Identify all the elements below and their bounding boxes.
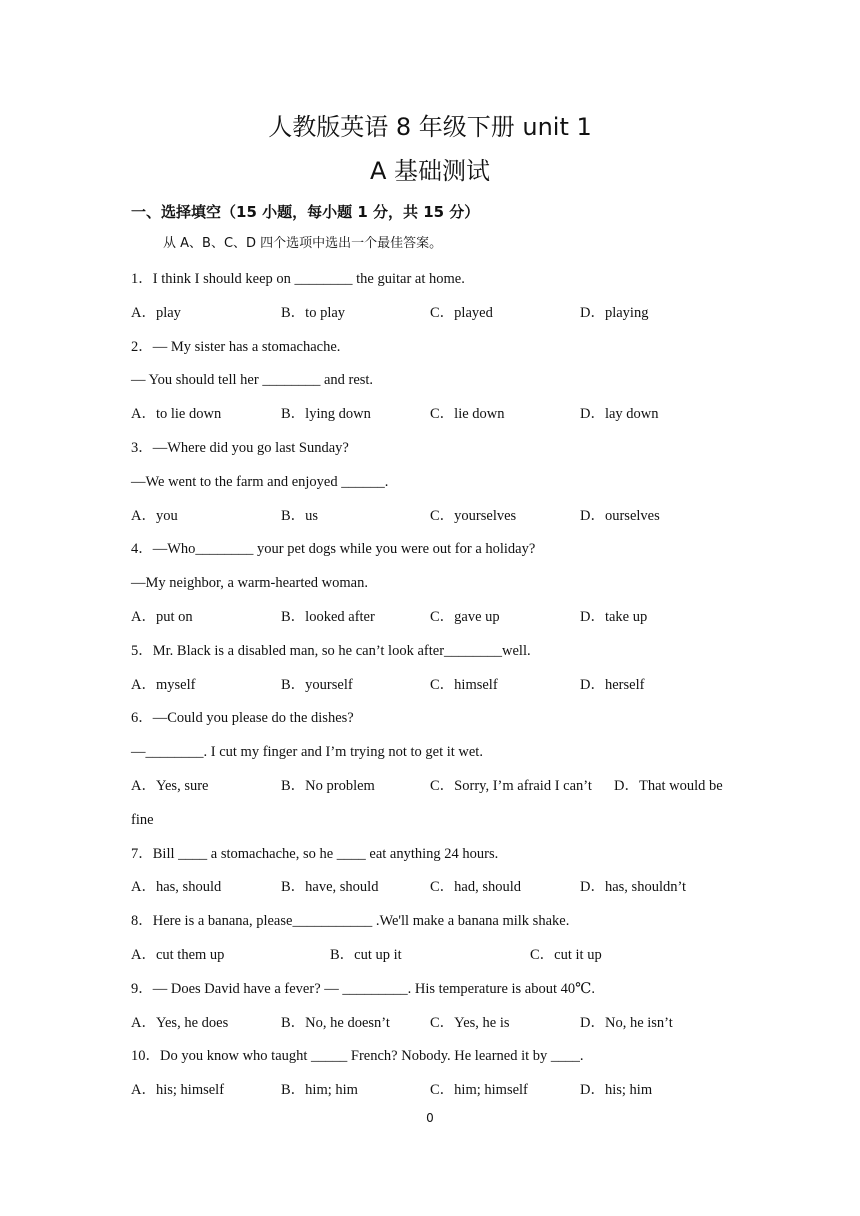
option-b: B．to play bbox=[281, 305, 346, 321]
question-5-stem: 5．Mr. Black is a disabled man, so he can’t look after________well. bbox=[131, 643, 531, 659]
option-b: B．cut up it bbox=[330, 947, 402, 963]
instruction: 从 A、B、C、D 四个选项中选出一个最佳答案。 bbox=[163, 236, 443, 251]
question-9-stem: 9．— Does David have a fever? — _________. His temperature is about 40℃. bbox=[131, 981, 595, 997]
option-d: D．take up bbox=[580, 609, 648, 625]
question-6-stem: 6．—Could you please do the dishes? bbox=[131, 710, 354, 726]
option-a: A．Yes, he does bbox=[131, 1015, 229, 1031]
option-d: D．That would be bbox=[614, 778, 723, 794]
question-10-stem: 10．Do you know who taught _____ French? Nobody. He learned it by ____. bbox=[131, 1048, 584, 1064]
option-a: A．Yes, sure bbox=[131, 778, 209, 794]
question-3-stem-2: —We went to the farm and enjoyed ______. bbox=[131, 474, 389, 490]
option-a: A．myself bbox=[131, 677, 196, 693]
question-1-stem: 1．I think I should keep on ________ the guitar at home. bbox=[131, 271, 465, 287]
option-a: A．cut them up bbox=[131, 947, 225, 963]
option-b: B．lying down bbox=[281, 406, 371, 422]
option-a: A．has, should bbox=[131, 879, 222, 895]
option-c: C．cut it up bbox=[530, 947, 602, 963]
question-6-stem-2: —________. I cut my finger and I’m trying not to get it wet. bbox=[131, 744, 483, 760]
option-a: A．play bbox=[131, 305, 181, 321]
option-b: B．us bbox=[281, 508, 319, 524]
option-c: C．yourselves bbox=[430, 508, 517, 524]
option-b: B．yourself bbox=[281, 677, 353, 693]
option-d: D．has, shouldn’t bbox=[580, 879, 687, 895]
option-d: D．herself bbox=[580, 677, 645, 693]
question-4-stem: 4．—Who________ your pet dogs while you were out for a holiday? bbox=[131, 541, 536, 557]
question-2-stem-2: — You should tell her ________ and rest. bbox=[131, 372, 374, 388]
option-c: C．lie down bbox=[430, 406, 505, 422]
option-b: B．No, he doesn’t bbox=[281, 1015, 390, 1031]
document-subtitle: A 基础测试 bbox=[369, 157, 491, 185]
option-c: C．Yes, he is bbox=[430, 1015, 510, 1031]
question-3-stem: 3．—Where did you go last Sunday? bbox=[131, 440, 349, 456]
option-c: C．had, should bbox=[430, 879, 522, 895]
question-6-option-d-continuation: fine bbox=[131, 812, 154, 828]
option-b: B．looked after bbox=[281, 609, 375, 625]
question-4-stem-2: —My neighbor, a warm-hearted woman. bbox=[131, 575, 368, 591]
page-number: 0 bbox=[426, 1111, 434, 1125]
option-d: D．playing bbox=[580, 305, 649, 321]
option-b: B．him; him bbox=[281, 1082, 358, 1098]
option-a: A．you bbox=[131, 508, 178, 524]
question-2-stem: 2．— My sister has a stomachache. bbox=[131, 339, 341, 355]
option-b: B．No problem bbox=[281, 778, 375, 794]
option-c: C．Sorry, I’m afraid I can’t bbox=[430, 778, 592, 794]
option-d: D．ourselves bbox=[580, 508, 660, 524]
option-c: C．himself bbox=[430, 677, 498, 693]
option-d: D．his; him bbox=[580, 1082, 653, 1098]
option-d: D．No, he isn’t bbox=[580, 1015, 673, 1031]
option-c: C．played bbox=[430, 305, 493, 321]
option-a: A．to lie down bbox=[131, 406, 222, 422]
option-a: A．put on bbox=[131, 609, 193, 625]
option-c: C．gave up bbox=[430, 609, 500, 625]
option-a: A．his; himself bbox=[131, 1082, 225, 1098]
question-7-stem: 7．Bill ____ a stomachache, so he ____ eat anything 24 hours. bbox=[131, 846, 499, 862]
option-b: B．have, should bbox=[281, 879, 379, 895]
option-c: C．him; himself bbox=[430, 1082, 528, 1098]
option-d: D．lay down bbox=[580, 406, 659, 422]
document-title: 人教版英语 8 年级下册 unit 1 bbox=[268, 113, 592, 141]
question-8-stem: 8．Here is a banana, please___________ .We'll make a banana milk shake. bbox=[131, 913, 570, 929]
section-header: 一、选择填空（15 小题，每小题 1 分，共 15 分） bbox=[131, 203, 480, 221]
